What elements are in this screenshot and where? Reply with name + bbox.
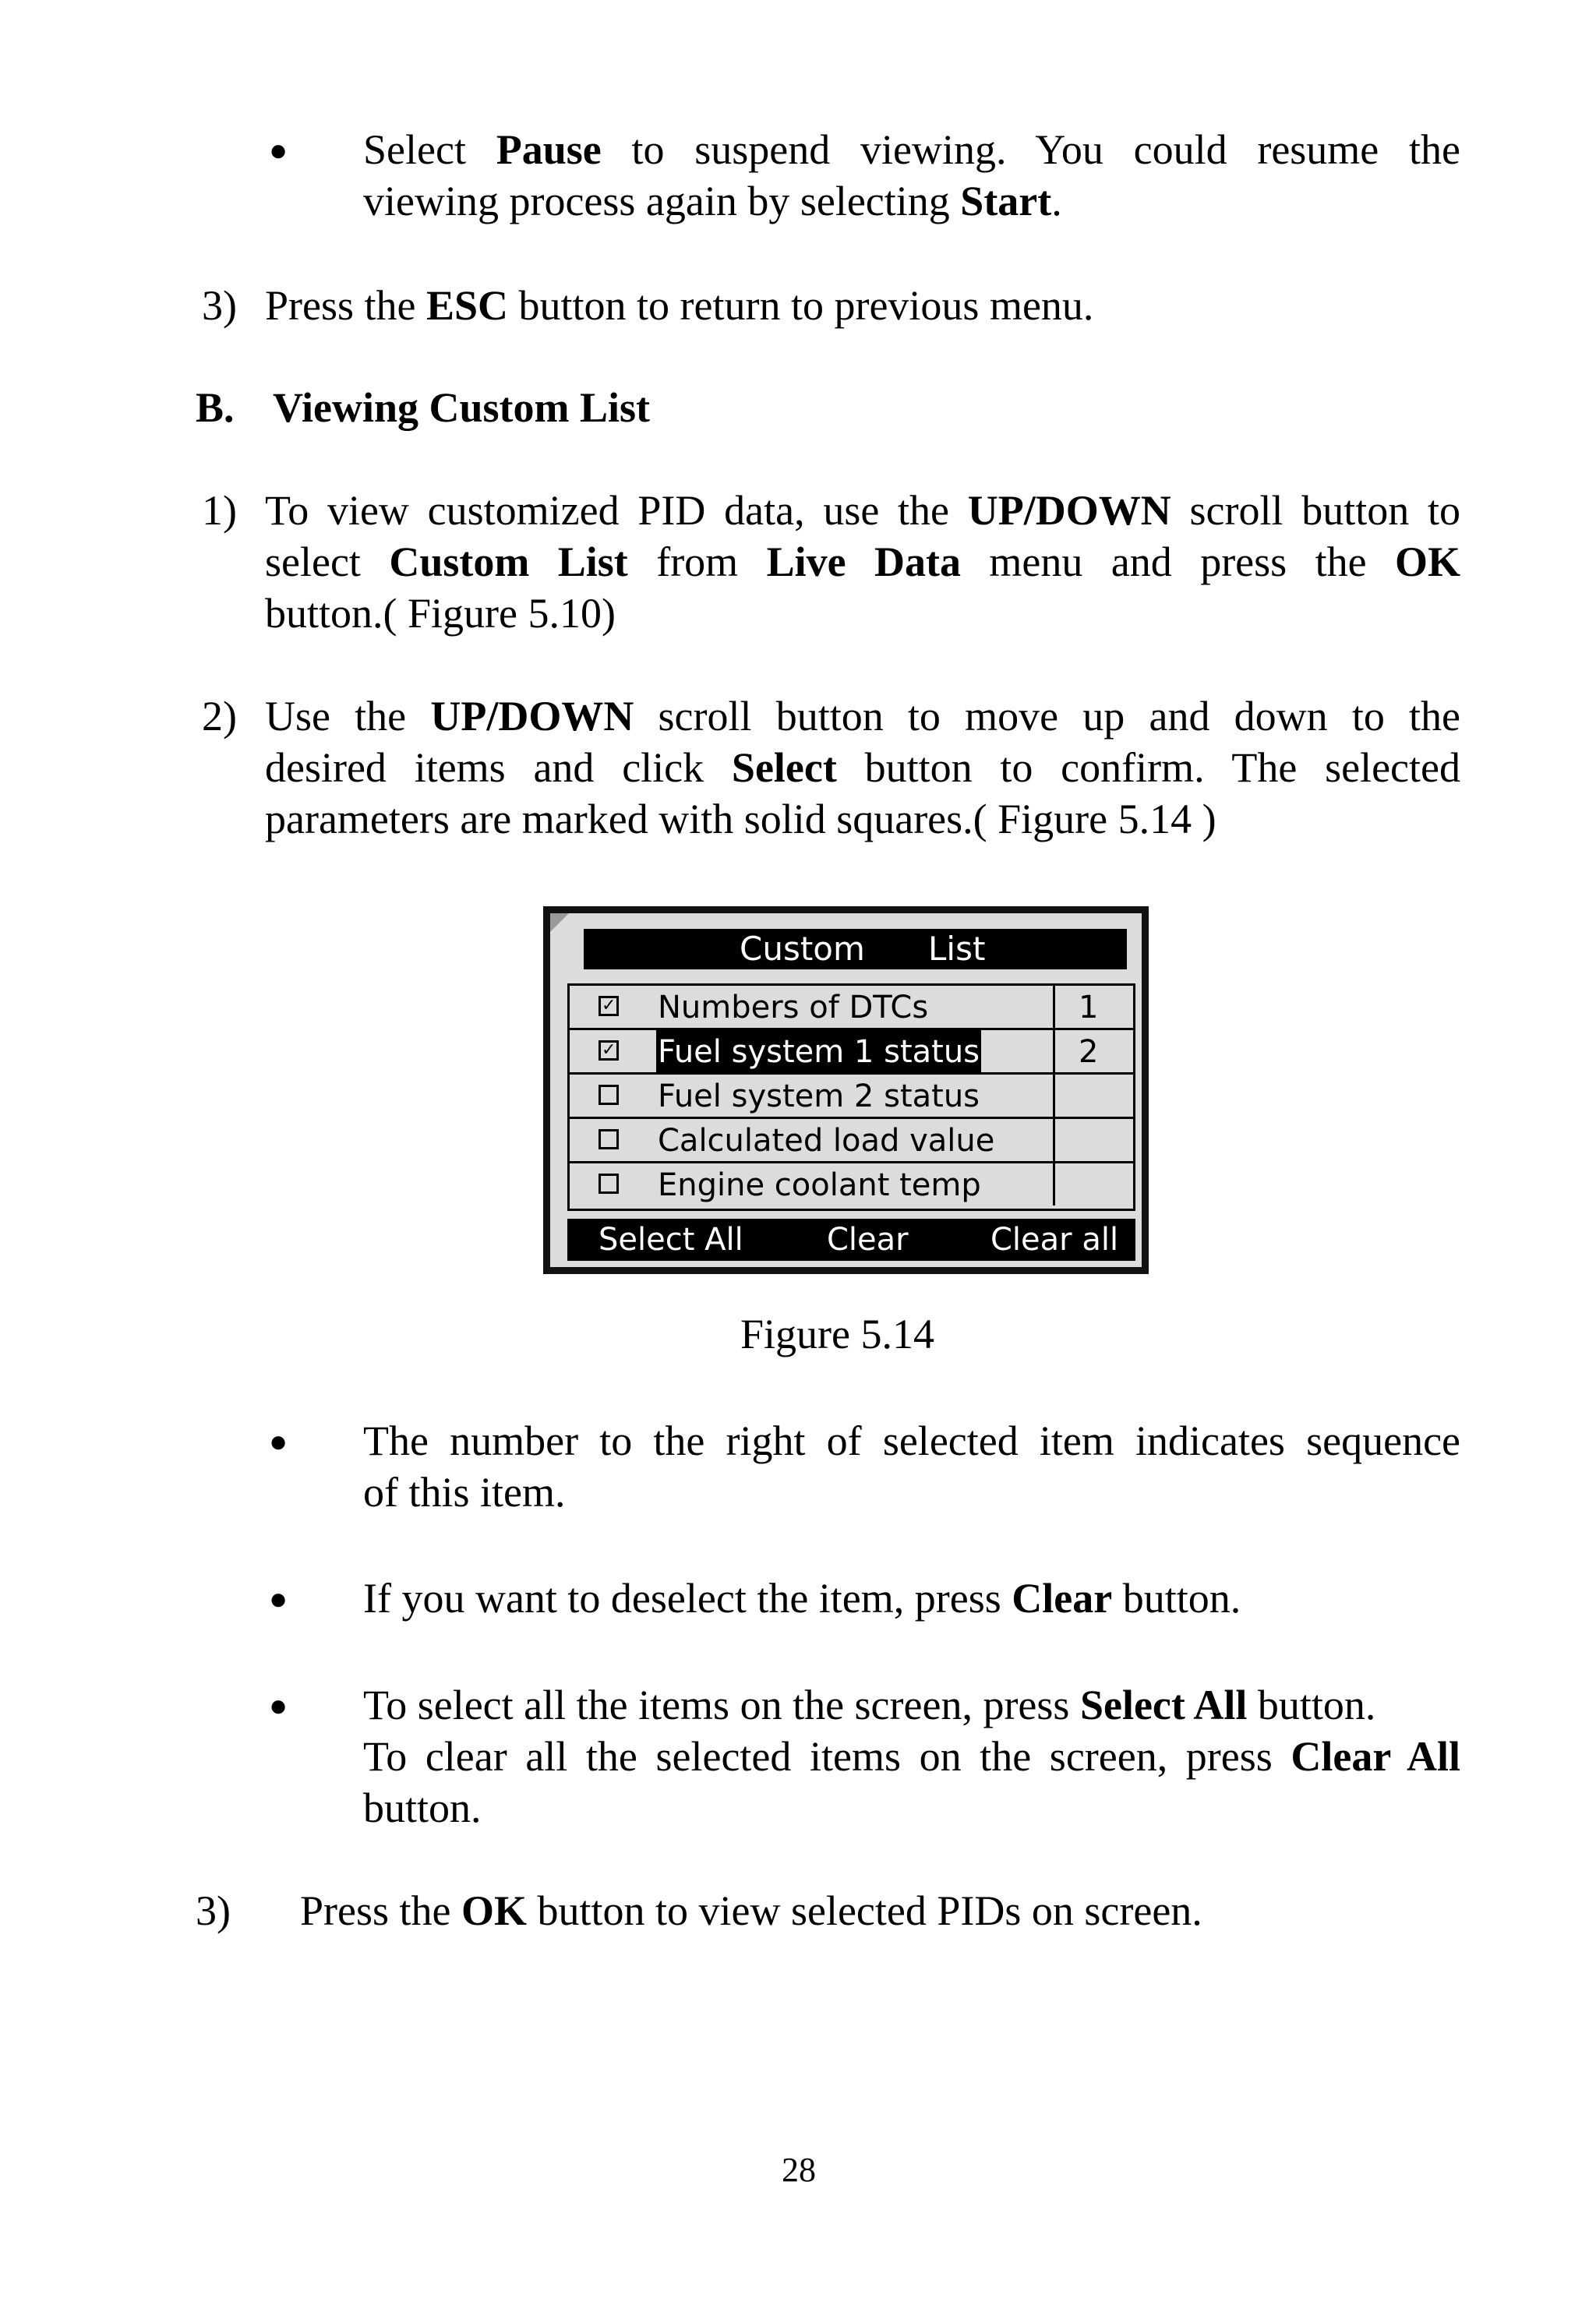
custom-list-row[interactable] [570,1119,1133,1163]
checked-box-icon[interactable] [598,1040,619,1061]
screen-title-left: Custom [740,930,865,968]
step-number: 3) [202,282,237,329]
custom-list-row[interactable] [570,1030,1133,1075]
row-sequence-number [1053,1075,1133,1117]
screen-corner-mark [550,913,569,932]
pause-line-1: Select Pause to suspend viewing. You could resume the [363,126,1460,173]
deselect-text: If you want to deselect the item, press Clear button. [363,1575,1241,1622]
custom-list-table [567,983,1135,1211]
custom-list-row[interactable] [570,986,1133,1030]
custom-list-row[interactable] [570,1075,1133,1119]
bullet-marker: ● [269,1688,288,1723]
sequence-line-1: The number to the right of selected item indicates sequence [363,1417,1460,1464]
step2-line-1: Use the UP/DOWN scroll button to move up and down to the [265,693,1461,740]
row-label: Fuel system 1 status [656,1030,981,1074]
page-number: 28 [782,2151,816,2189]
unchecked-box-icon[interactable] [598,1129,619,1149]
row-sequence-number: 1 [1053,986,1133,1028]
select-all-button[interactable]: Select All [598,1222,743,1258]
section-letter: B. [196,384,235,431]
row-sequence-number: 2 [1053,1030,1133,1072]
step1-line-3: button.( Figure 5.10) [265,590,616,637]
row-label: Calculated load value [658,1123,995,1159]
selectall-line-1: To select all the items on the screen, press Select All button. [363,1682,1376,1728]
row-label: Numbers of DTCs [658,990,929,1025]
clear-all-button[interactable]: Clear all [990,1222,1119,1258]
ok-step-text: Press the OK button to view selected PIDs on screen. [300,1887,1202,1934]
row-sequence-number [1053,1163,1133,1205]
screen-button-bar [567,1219,1135,1261]
row-sequence-number [1053,1119,1133,1161]
esc-step-text: Press the ESC button to return to previous menu. [265,282,1094,329]
step2-line-2: desired items and click Select button to confirm. The selected [265,744,1460,791]
pause-line-2: viewing process again by selecting Start. [363,178,1062,224]
step-number: 1) [202,487,237,534]
step1-line-2: select Custom List from Live Data menu and press the OK [265,538,1460,585]
row-label: Engine coolant temp [658,1167,981,1203]
selectall-line-3: button. [363,1784,482,1831]
clear-button[interactable]: Clear [827,1222,909,1258]
screen-title-bar [584,929,1127,969]
step-number: 3) [196,1887,231,1934]
section-title: Viewing Custom List [273,384,651,431]
figure-caption: Figure 5.14 [740,1311,934,1357]
screen-display [550,913,1142,1267]
custom-list-row[interactable] [570,1163,1133,1208]
sequence-line-2: of this item. [363,1469,566,1516]
bullet-marker: ● [269,1581,288,1616]
checked-box-icon[interactable] [598,996,619,1016]
unchecked-box-icon[interactable] [598,1174,619,1194]
bullet-marker: ● [269,132,288,168]
unchecked-box-icon[interactable] [598,1085,619,1105]
row-label: Fuel system 2 status [658,1078,980,1114]
screen-title-right: List [928,930,986,968]
step-number: 2) [202,693,237,740]
step2-line-3: parameters are marked with solid squares.( Figure 5.14 ) [265,796,1216,842]
bullet-marker: ● [269,1424,288,1459]
step1-line-1: To view customized PID data, use the UP/DOWN scroll button to [265,487,1460,534]
scan-tool-screen [543,906,1149,1274]
selectall-line-2: To clear all the selected items on the screen, press Clear All [363,1733,1461,1780]
